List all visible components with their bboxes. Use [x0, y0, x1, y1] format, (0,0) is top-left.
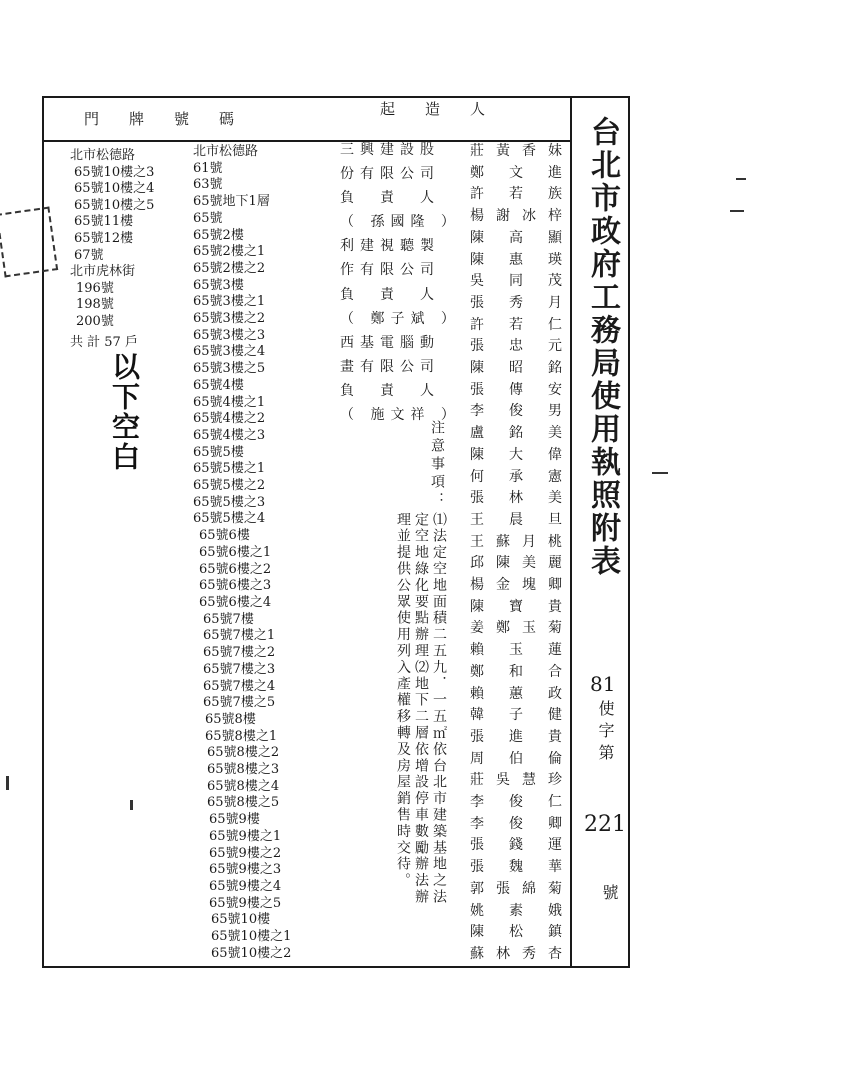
scan-speck: [652, 472, 668, 474]
builders-companies: [340, 138, 461, 427]
notes-heading: 注意事項：: [429, 420, 445, 510]
permit-prefix: 使字第: [596, 700, 615, 766]
list-item: 65號10樓之5: [74, 197, 155, 213]
company-line: 負 責 人: [340, 286, 440, 303]
list-item: 北市松德路: [70, 148, 136, 163]
scan-speck: [130, 800, 133, 810]
company-line: 利建視聽製: [340, 238, 440, 255]
list-item: 65號7樓之1: [203, 628, 276, 644]
list-item: 65號: [193, 210, 223, 226]
list-item: 65號5樓之1: [193, 461, 266, 477]
list-item: 共 計 57 戶: [70, 334, 138, 350]
company-line: 份有限公司: [340, 166, 440, 183]
company-line: （ 施文祥 ）: [340, 407, 461, 424]
builder-name: 張 秀 月: [470, 294, 562, 311]
list-item: 65號6樓之4: [199, 594, 272, 610]
scan-speck: [6, 776, 9, 790]
list-item: 65號8樓之1: [205, 728, 278, 744]
list-item: 65號9樓之3: [209, 862, 282, 878]
list-item: 65號10樓: [211, 912, 271, 928]
builder-name: 李 俊 男: [470, 403, 562, 420]
list-item: 196號: [76, 280, 114, 296]
builder-name: 姜 鄭 玉 菊: [470, 620, 562, 637]
address-number-list: [193, 144, 291, 962]
builder-name: 李 俊 卿: [470, 815, 562, 832]
builder-name: 張 錢 運: [470, 837, 562, 854]
list-item: 63號: [193, 177, 223, 193]
list-item: 65號8樓之2: [207, 745, 280, 761]
builder-name: 賴 蕙 政: [470, 685, 562, 702]
builder-name: 張 魏 華: [470, 859, 562, 876]
builder-name: 許 若 族: [470, 186, 562, 203]
builder-name: 鄭 文 進: [470, 164, 562, 181]
builder-name: 張 林 美: [470, 490, 562, 507]
scan-speck: [736, 178, 746, 180]
list-item: 65號3樓: [193, 277, 244, 293]
list-item: 65號8樓之3: [207, 762, 280, 778]
builder-name: 吳 同 茂: [470, 273, 562, 290]
list-item: 65號4樓之2: [193, 411, 266, 427]
builder-name: 姚 素 娥: [470, 902, 562, 919]
list-item: 65號4樓: [193, 377, 244, 393]
builder-name: 盧 銘 美: [470, 425, 562, 442]
builder-name: 莊 黃 香 妹: [470, 143, 562, 159]
builder-name: 郭 張 綿 菊: [470, 880, 562, 897]
handwritten-note: 以下空白: [108, 352, 141, 472]
builder-name: 楊 謝 冰 梓: [470, 208, 562, 225]
builder-name: 楊 金 塊 卿: [470, 577, 562, 593]
permit-number: 221: [584, 812, 626, 837]
list-item: 65號9樓之5: [209, 895, 282, 911]
list-item: 65號10樓之1: [211, 929, 292, 945]
notes-line: 理並提供公眾使用列入產權移轉及房屋銷售時交待。: [395, 512, 411, 890]
list-item: 65號4樓之1: [193, 394, 266, 410]
list-item: 65號8樓之5: [207, 795, 280, 811]
list-item: 65號6樓之3: [199, 578, 272, 594]
builder-name: 何 承 憲: [470, 468, 562, 485]
list-item: 65號11樓: [74, 214, 134, 230]
builder-name: 賴 玉 蓮: [470, 642, 562, 659]
list-item: 65號2樓之1: [193, 244, 266, 260]
list-item: 65號10樓之3: [74, 164, 155, 180]
list-item: 65號3樓之2: [193, 311, 266, 327]
notes-line: 定空地綠化要點辦理⑵地下二層依增設停車數勵辦法辦: [413, 512, 429, 906]
builder-name: 陳 松 鎮: [470, 924, 562, 941]
list-item: 65號5樓之3: [193, 494, 266, 510]
permit-suffix: 號: [600, 884, 619, 900]
list-item: 65號12樓: [74, 230, 134, 246]
builder-name: 張 傳 安: [470, 381, 562, 398]
list-item: 65號6樓: [199, 528, 250, 544]
list-item: 61號: [193, 160, 223, 176]
list-item: 65號10樓之2: [211, 945, 292, 961]
builder-name: 莊 吳 慧 珍: [470, 772, 562, 789]
title-divider: [570, 96, 572, 968]
list-item: 65號4樓之3: [193, 427, 266, 443]
page-title: 台北市政府工務局使用執照附表: [585, 116, 620, 578]
list-item: 65號7樓之4: [203, 678, 276, 694]
company-line: 作有限公司: [340, 262, 440, 279]
list-item: 67號: [74, 247, 104, 263]
builder-name: 蘇 林 秀 杏: [470, 945, 562, 962]
list-item: 65號3樓之4: [193, 344, 266, 360]
list-item: 65號6樓之1: [199, 544, 272, 560]
builder-name: 李 俊 仁: [470, 794, 562, 810]
builder-name: 陳 高 顯: [470, 229, 562, 246]
company-line: 畫有限公司: [340, 358, 440, 375]
list-item: 65號9樓: [209, 812, 260, 828]
list-item: 65號5樓之2: [193, 478, 266, 494]
company-line: 負 責 人: [340, 190, 440, 207]
company-line: 西基電腦動: [340, 334, 440, 351]
permit-year: 81: [590, 672, 616, 696]
builder-name: 鄭 和 合: [470, 663, 562, 680]
list-item: 65號7樓之5: [203, 695, 276, 711]
builder-name: 王 晨 旦: [470, 511, 562, 528]
list-item: 65號7樓之2: [203, 645, 276, 661]
address-header: 門 牌 號 碼: [84, 110, 235, 128]
builder-name: 陳 大 偉: [470, 446, 562, 463]
list-item: 65號5樓: [193, 444, 244, 460]
list-item: 200號: [76, 313, 114, 329]
scan-speck: [730, 210, 744, 212]
builder-name: 陳 昭 銘: [470, 360, 562, 376]
list-item: 65號9樓之4: [209, 878, 282, 894]
list-item: 65號3樓之3: [193, 327, 266, 343]
company-line: （ 鄭子斌 ）: [340, 310, 461, 327]
notes-line: ⑴法定空地面積二五九．一五㎡依台北市建築基地之法: [431, 512, 447, 906]
list-item: 65號3樓之1: [193, 294, 266, 310]
list-item: 65號8樓: [205, 711, 256, 727]
builder-name: 韓 子 健: [470, 707, 562, 724]
builder-header: 起 造 人: [380, 100, 486, 118]
list-item: 65號8樓之4: [207, 778, 280, 794]
list-item: 65號5樓之4: [193, 511, 266, 527]
list-item: 65號2樓: [193, 227, 244, 243]
company-line: 三興建設股: [340, 142, 440, 158]
builder-name: 陳 寶 貴: [470, 598, 562, 615]
list-item: 65號10樓之4: [74, 181, 155, 197]
list-item: 198號: [76, 297, 114, 313]
list-item: 65號9樓之1: [209, 828, 282, 844]
builder-name: 周 伯 倫: [470, 750, 562, 767]
builder-name: 許 若 仁: [470, 316, 562, 333]
company-line: 負 責 人: [340, 382, 440, 399]
list-item: 65號6樓之2: [199, 561, 272, 577]
address-street-list: [70, 148, 154, 351]
list-item: 65號2樓之2: [193, 260, 266, 276]
company-line: （ 孫國隆 ）: [340, 214, 461, 231]
builder-name: 張 忠 元: [470, 338, 562, 355]
builder-name: 張 進 貴: [470, 728, 562, 745]
builder-name: 邱 陳 美 麗: [470, 555, 562, 572]
builder-name: 王 蘇 月 桃: [470, 533, 562, 550]
list-item: 65號7樓之3: [203, 661, 276, 677]
list-item: 65號7樓: [203, 611, 254, 627]
list-item: 65號地下1層: [193, 194, 270, 210]
list-item: 65號9樓之2: [209, 845, 282, 861]
builder-name: 陳 惠 瑛: [470, 251, 562, 268]
list-item: 北市松德路: [193, 144, 259, 159]
stamp-mark: [0, 207, 58, 278]
list-item: 北市虎林街: [70, 264, 136, 280]
list-item: 65號3樓之5: [193, 361, 266, 377]
